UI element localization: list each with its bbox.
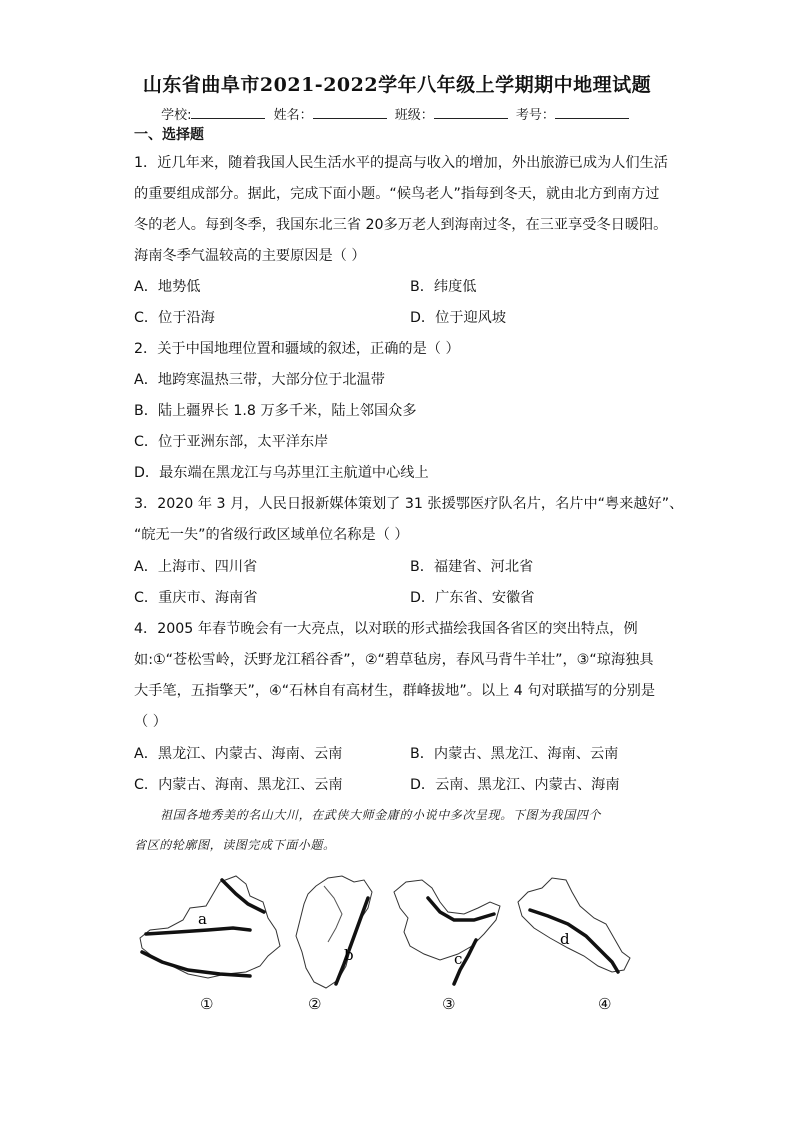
q1-option-a: A．地势低	[134, 279, 201, 295]
q4-line: （ ）	[134, 714, 167, 730]
figure-label-b: b	[344, 946, 354, 964]
q2-stem: 2．关于中国地理位置和疆域的叙述，正确的是（ ）	[134, 341, 460, 357]
q1-line: 的重要组成部分。据此，完成下面小题。“候鸟老人”指每到冬天，就由北方到南方过	[134, 186, 660, 202]
q1-option-b: B．纬度低	[410, 279, 477, 295]
name-label: 姓名：	[273, 108, 313, 123]
figure-label-c: c	[454, 950, 463, 968]
section-heading: 一、选择题	[134, 127, 204, 143]
figure-number-4: ④	[598, 995, 612, 1013]
figure-label-d: d	[560, 930, 570, 948]
q4-line: 4．2005 年春节晚会有一大亮点，以对联的形式描绘我国各省区的突出特点，例	[134, 621, 638, 637]
q1-line: 冬的老人。每到冬季，我国东北三省 20多万老人到海南过冬，在三亚享受冬日暖阳。	[134, 217, 668, 233]
q4-line: 如:①“苍松雪岭，沃野龙江稻谷香”，②“碧草毡房，春风马背牛羊壮”，③“琼海独具	[134, 652, 654, 668]
q4-option-c: C．内蒙古、海南、黑龙江、云南	[134, 777, 343, 793]
passage-line: 省区的轮廓图，读图完成下面小题。	[134, 838, 336, 852]
q2-option-a: A．地跨寒温热三带，大部分位于北温带	[134, 372, 385, 388]
province-map-4	[518, 878, 630, 972]
q2-option-b: B．陆上疆界长 1.8 万多千米，陆上邻国众多	[134, 403, 417, 419]
number-label: 考号：	[515, 108, 555, 123]
q1-option-d: D．位于迎风坡	[410, 310, 507, 326]
passage-line: 祖国各地秀美的名山大川，在武侠大师金庸的小说中多次呈现。下图为我国四个	[160, 808, 602, 822]
province-map-3	[394, 880, 500, 984]
q2-option-c: C．位于亚洲东部，太平洋东岸	[134, 434, 329, 450]
class-blank	[434, 106, 508, 119]
q1-line: 1．近几年来，随着我国人民生活水平的提高与收入的增加，外出旅游已成为人们生活	[134, 155, 668, 171]
q2-option-d: D．最东端在黑龙江与乌苏里江主航道中心线上	[134, 465, 429, 481]
number-blank	[555, 106, 629, 119]
q3-option-a: A．上海市、四川省	[134, 559, 258, 575]
q1-option-c: C．位于沿海	[134, 310, 215, 326]
q4-option-b: B．内蒙古、黑龙江、海南、云南	[410, 746, 619, 762]
q3-option-d: D．广东省、安徽省	[410, 590, 535, 606]
q4-option-a: A．黑龙江、内蒙古、海南、云南	[134, 746, 343, 762]
q3-line: “皖无一失”的省级行政区域单位名称是（ ）	[134, 527, 409, 543]
student-info-row	[0, 104, 794, 123]
name-blank	[313, 106, 387, 119]
q3-line: 3．2020 年 3 月，人民日报新媒体策划了 31 张援鄂医疗队名片，名片中“粤来越好”、	[134, 496, 684, 512]
q1-line: 海南冬季气温较高的主要原因是（ ）	[134, 248, 366, 264]
q3-option-c: C．重庆市、海南省	[134, 590, 258, 606]
province-map-2	[296, 876, 372, 988]
class-label: 班级：	[394, 108, 434, 123]
q4-option-d: D．云南、黑龙江、内蒙古、海南	[410, 777, 620, 793]
school-label: 学校:	[161, 108, 192, 123]
province-map-1	[140, 876, 280, 978]
figure-number-2: ②	[308, 995, 322, 1013]
school-blank	[191, 106, 265, 119]
page-title: 山东省曲阜市2021-2022学年八年级上学期期中地理试题	[142, 74, 652, 96]
figure-number-3: ③	[442, 995, 456, 1013]
q4-line: 大手笔，五指擎天”，④“石林自有高材生，群峰拔地”。以上 4 句对联描写的分别是	[134, 683, 656, 699]
figure-label-a: a	[198, 910, 207, 928]
figure-number-1: ①	[200, 995, 214, 1013]
q3-option-b: B．福建省、河北省	[410, 559, 534, 575]
